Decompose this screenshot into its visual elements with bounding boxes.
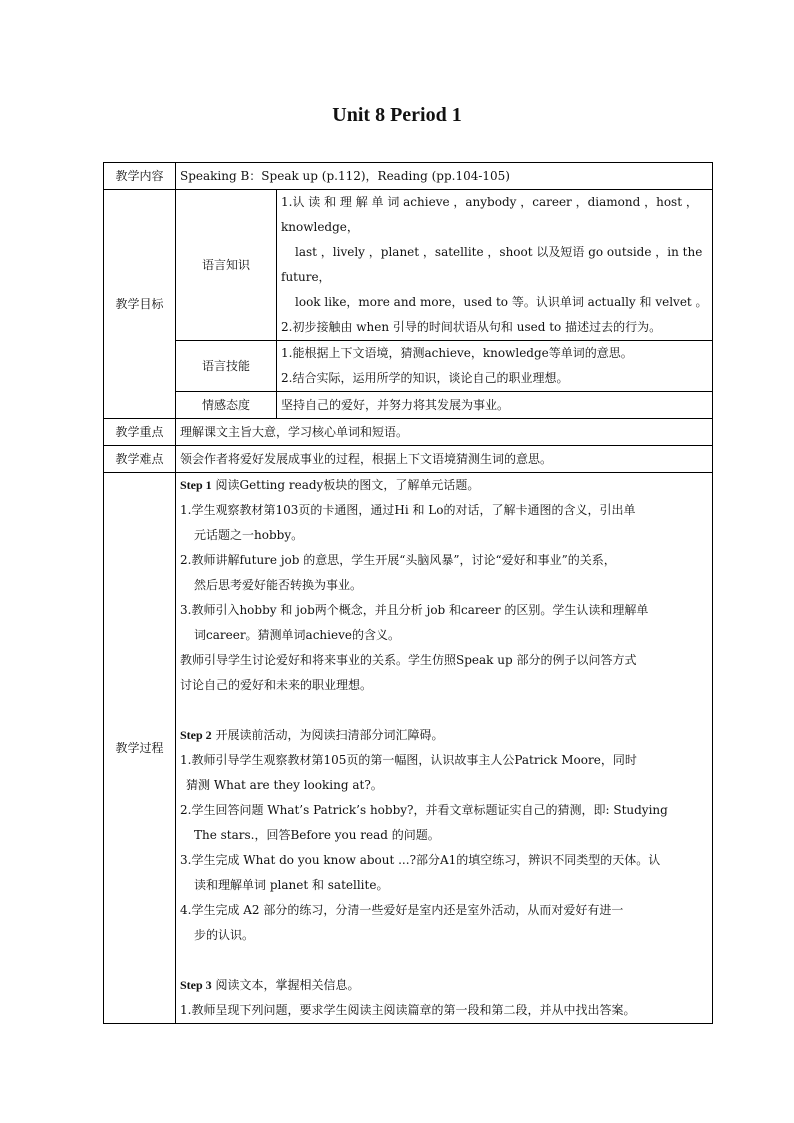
step1-line-2: 元话题之一hobby。: [194, 528, 304, 542]
step2-line-1: 1.教师引导学生观察教材第105页的第一幅图，认识故事主人公Patrick Moore，同时: [180, 753, 637, 767]
step1-line-5: 3.教师引入hobby 和 job两个概念，并且分析 job 和career 的区别。学生认读和理解单: [180, 603, 649, 617]
label-process: 教学过程: [104, 473, 176, 1024]
row-goals-knowledge: [104, 190, 713, 341]
lesson-plan-table: [103, 162, 713, 1024]
value-content: Speaking B：Speak up (p.112)，Reading (pp.104-105): [176, 163, 713, 190]
step2-line-6: 读和理解单词 planet 和 satellite。: [194, 878, 389, 892]
step1-line-4: 然后思考爱好能否转换为事业。: [194, 578, 363, 592]
step2-line-4: The stars.，回答Before you read 的问题。: [194, 828, 440, 842]
step2-line-2: 猜测 What are they looking at?。: [186, 778, 383, 792]
step1-line-1: 1.学生观察教材第103页的卡通图，通过Hi 和 Lo的对话，了解卡通图的含义，引出单: [180, 503, 636, 517]
row-goals-attitude: [104, 392, 713, 419]
step1-line-6: 词career。猜测单词achieve的含义。: [194, 628, 400, 642]
value-key-points: 理解课文主旨大意，学习核心单词和短语。: [176, 419, 713, 446]
step2-line-7: 4.学生完成 A2 部分的练习，分清一些爱好是室内还是室外活动，从而对爱好有进一: [180, 903, 624, 917]
step1-line-8: 讨论自己的爱好和未来的职业理想。: [180, 678, 373, 692]
label-attitude: 情感态度: [176, 392, 277, 419]
row-goals-skills: [104, 341, 713, 392]
knowledge-line-5: look like，more and more，used to 等。认识单词 actually 和 velvet 。: [295, 295, 708, 309]
page-title: Unit 8 Period 1: [332, 104, 462, 126]
spacer: [180, 698, 708, 723]
knowledge-line-3: last ，lively ，planet ，satellite ，shoot 以及短语 go outside ，in the: [295, 245, 703, 259]
label-content: 教学内容: [104, 163, 176, 190]
knowledge-line-6: 2.初步接触由 when 引导的时间状语从句和 used to 描述过去的行为。: [281, 320, 662, 334]
value-knowledge: [277, 190, 713, 341]
row-difficulty: [104, 446, 713, 473]
spacer: [180, 948, 708, 973]
step2-heading: Step 2 开展读前活动，为阅读扫清部分词汇障碍。: [180, 728, 444, 742]
knowledge-line-1: 1.认 读 和 理 解 单 词 achieve ，anybody ，career ，diamond ，host ，: [281, 195, 698, 209]
label-knowledge: 语言知识: [176, 190, 277, 341]
step2-line-8: 步的认识。: [194, 928, 255, 942]
step3-line-1: 1.教师呈现下列问题，要求学生阅读主阅读篇章的第一段和第二段，并从中找出答案。: [180, 1003, 636, 1017]
value-skills: [277, 341, 713, 392]
knowledge-line-4: future，: [281, 270, 331, 284]
label-goals: 教学目标: [104, 190, 176, 419]
step1-line-3: 2.教师讲解future job 的意思，学生开展“头脑风暴”，讨论“爱好和事业”的关系，: [180, 553, 616, 567]
step3-heading: Step 3 阅读文本，掌握相关信息。: [180, 978, 360, 992]
skills-line-2: 2.结合实际，运用所学的知识，谈论自己的职业理想。: [281, 371, 569, 385]
step2-line-3: 2.学生回答问题 What’s Patrick’s hobby?，并看文章标题证实自己的猜测，即: Studying: [180, 803, 668, 817]
label-difficulty: 教学难点: [104, 446, 176, 473]
step2-line-5: 3.学生完成 What do you know about ...?部分A1的填空练习，辨识不同类型的天体。认: [180, 853, 661, 867]
label-key-points: 教学重点: [104, 419, 176, 446]
step1-line-7: 教师引导学生讨论爱好和将来事业的关系。学生仿照Speak up 部分的例子以问答方式: [180, 653, 637, 667]
knowledge-line-2: knowledge，: [281, 220, 359, 234]
row-key-points: [104, 419, 713, 446]
value-difficulty: 领会作者将爱好发展成事业的过程，根据上下文语境猜测生词的意思。: [176, 446, 713, 473]
row-process: [104, 473, 713, 1024]
row-content: [104, 163, 713, 190]
value-attitude: 坚持自己的爱好，并努力将其发展为事业。: [277, 392, 713, 419]
label-skills: 语言技能: [176, 341, 277, 392]
step1-heading: Step 1 阅读Getting ready板块的图文，了解单元话题。: [180, 478, 480, 492]
value-process: [176, 473, 713, 1024]
skills-line-1: 1.能根据上下文语境，猜测achieve，knowledge等单词的意思。: [281, 346, 633, 360]
